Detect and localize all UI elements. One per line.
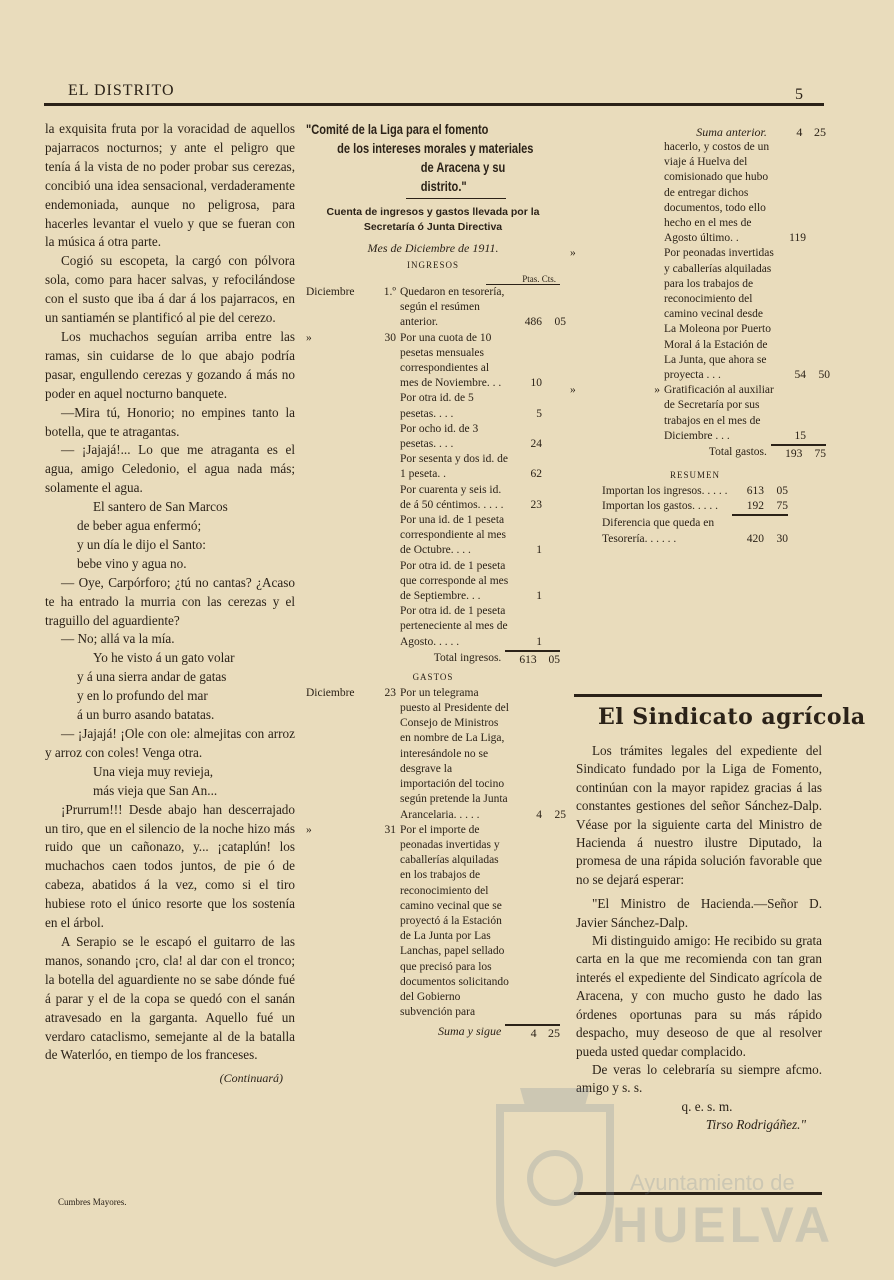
entry-month: Diciembre: [306, 686, 355, 699]
expense-heading: GASTOS: [412, 671, 454, 682]
watermark-line1: Ayuntamiento de: [630, 1170, 795, 1195]
expense-list: [306, 686, 566, 1020]
expense-total-row: [570, 444, 826, 462]
account-subtitle: Cuenta de ingresos y gastos llevada por la Secretaría ó Junta Directiva: [326, 206, 540, 233]
account-entry: [306, 823, 560, 1021]
entry-ptas: 62: [530, 468, 542, 481]
entry-desc: Por otra id. de 1 peseta perteneciente al mes de Agosto. . . . .: [400, 605, 508, 648]
prev-label: Suma anterior.: [696, 125, 767, 139]
letter-body: Mi distinguido amigo: He recibido su grata carta en la que me recomienda con tan gran interés el expediente del Sindicato agrícola de Aracena, y con mucho gusto he dado las órdenes oportunas para su más rápido despacho, muy deseoso de que al resolver pueda usted quedar complacido.: [576, 933, 822, 1059]
letter-signature: Tirso Rodrigáñez.": [705, 1117, 806, 1133]
entry-ptas: 10: [530, 377, 542, 390]
entry-ptas: 486: [524, 316, 542, 329]
story-paragraph: —Mira tú, Honorio; no empines tanto la botella, que te atragantas.: [45, 404, 295, 439]
account-title: [306, 120, 552, 196]
entry-ptas: 24: [530, 438, 542, 451]
account-entry: [306, 604, 560, 650]
header-rule: [44, 103, 824, 106]
entry-month: [306, 559, 374, 605]
carry-row: [306, 1024, 560, 1041]
account-entry: [306, 513, 560, 559]
expense-total-ptas: 193: [771, 444, 803, 462]
summary-desc: Importan los gastos. . . . .: [602, 500, 718, 513]
expense-total-cts: 75: [802, 444, 826, 462]
entry-day: [638, 140, 664, 246]
account-entry: [570, 246, 830, 383]
entry-desc: Por un telegrama puesto al Presidente del Consejo de Ministros en nombre de La Liga, interesándole no se desgrave la importación del tocino según pretende la Junta Arancelaria. . . . .: [400, 686, 509, 821]
entry-day: [638, 246, 664, 383]
account-month: Mes de Diciembre de 1911.: [367, 241, 499, 255]
verse-line: y á una sierra andar de gatas: [77, 669, 227, 685]
carry-ptas: 4: [505, 1024, 536, 1041]
summary-desc: Importan los ingresos. . . . .: [602, 485, 728, 498]
entry-day: [374, 513, 400, 559]
income-total-label: Total ingresos.: [433, 651, 502, 664]
section-rule: [574, 694, 822, 697]
entry-cts: 25: [554, 808, 566, 821]
income-total-ptas: 613: [505, 650, 536, 668]
entry-month: [306, 452, 374, 482]
entry-ptas: 5: [536, 407, 542, 420]
summary-ptas: 613: [746, 485, 764, 498]
story-paragraph: Los muchachos seguían arriba entre las ramas, sin cuidarse de lo que abajo podría pasar, engullendo cerezas y gozando á más no poder en aquel nocturno banquete.: [45, 328, 295, 401]
verse-line: y un día le dijo el Santo:: [77, 536, 206, 552]
account-entry: [306, 559, 560, 605]
entry-ptas: 1: [536, 590, 542, 603]
story-paragraph: Cogió su escopeta, la cargó con pólvora sola, como para hacer salvas, y refocilándose con el susto que iba á dar á los pajarracos, en un santiamén se plantificó al pie del cerezo.: [45, 253, 295, 326]
entry-month: »: [306, 331, 312, 344]
entry-ptas: 54: [794, 369, 806, 382]
entry-ptas: 1: [536, 544, 542, 557]
verse-line: más vieja que San An...: [93, 782, 218, 798]
account-title-line: de Aracena y su distrito.": [420, 160, 506, 194]
entry-day: [374, 391, 400, 421]
entry-month: [306, 604, 374, 650]
prev-cts: 25: [814, 125, 826, 139]
entry-month: [306, 483, 374, 513]
entry-month: »: [570, 247, 576, 260]
entry-day: 31: [384, 823, 396, 836]
story-paragraph: — No; allá va la mía.: [61, 631, 175, 647]
entry-day: 23: [384, 686, 396, 699]
account-column: [306, 120, 566, 1041]
summary-row: [570, 484, 826, 499]
summary-cts: 30: [776, 532, 788, 545]
continued-note: (Continuará): [219, 1071, 283, 1086]
prev-row: [570, 125, 826, 140]
income-list: [306, 285, 566, 650]
letter-qesm: q. e. s. m.: [681, 1098, 733, 1114]
expense-total-label: Total gastos.: [708, 446, 767, 459]
entry-desc: Por una cuota de 10 pesetas mensuales correspondientes al mes de Noviembre. . .: [400, 331, 502, 390]
verse-line: y en lo profundo del mar: [77, 688, 208, 704]
income-heading: INGRESOS: [406, 260, 459, 270]
entry-cts: 05: [554, 316, 566, 329]
entry-desc: hacerlo, y costos de un viaje á Huelva del comisionado que hubo de entregar dichos documentos, todo ello hecho en el mes de Agosto último. .: [664, 141, 770, 245]
entry-day: [374, 422, 400, 452]
story-paragraph: — ¡Jajajá! ¡Ole con ole: almejitas con arroz y arroz con coles! Venga otra.: [45, 726, 295, 760]
summary-indent: [570, 516, 602, 546]
prev-ptas: 4: [796, 125, 803, 139]
summary-indent: [570, 484, 602, 499]
story-paragraph: — Oye, Carpórforo; ¿tú no cantas? ¿Acaso te ha entrado la murria con las cerezas y el traguillo del aguardiente?: [45, 574, 295, 628]
verse-line: de beber agua enfermó;: [77, 518, 202, 534]
summary-desc: Diferencia que queda en Tesorería. . . . . .: [602, 517, 715, 545]
verse-line: bebe vino y agua no.: [77, 555, 187, 571]
story-paragraph: — ¡Jajajá!... Lo que me atraganta es el agua, amigo Celedonio, el agua nada más; solamente el agua.: [45, 442, 295, 496]
column-headers: Ptas. Cts.: [486, 274, 560, 285]
entry-ptas: 1: [536, 635, 542, 648]
summary-row: [570, 499, 826, 516]
story-paragraph: A Serapio se le escapó el guitarro de las manos, sonando ¡cro, cla! al dar con el tronco; la botella del aguardiente no se sabe dónde fué á parar y el de la copa se quedó con el sanán atravesado en la garganta. Aquello fué un verdaro cataclismo, semejante al de la batalla de Waterlóo, en tiempo de los franceses.: [45, 933, 295, 1063]
story-paragraph: la exquisita fruta por la voracidad de aquellos pajarracos nocturnos; y ante el peligro que tenía á la vista de no poder probar sus cerezas, concibió una idea sensacional, verdaderamente endemoniada, aunque no peligrosa, para hacerles levantar el vuelo y que se fueran con la música á otra parte.: [45, 121, 295, 250]
title-underline: [406, 198, 506, 199]
account-entry: [306, 452, 560, 482]
expense-continued-list: [570, 140, 830, 444]
account-entry: [306, 391, 560, 421]
entry-month: Diciembre: [306, 286, 355, 298]
summary-heading: RESUMEN: [670, 470, 721, 481]
sindicato-article: [576, 742, 822, 1135]
entry-ptas: 23: [530, 498, 542, 511]
account-entry: [306, 285, 566, 331]
entry-month: [306, 422, 374, 452]
entry-desc: Por una id. de 1 peseta correspondiente al mes de Octubre. . . .: [400, 514, 507, 557]
entry-day: [374, 604, 400, 650]
entry-desc: Por sesenta y dos id. de 1 peseta. .: [400, 453, 508, 481]
verse-line: Yo he visto á un gato volar: [93, 650, 235, 666]
watermark-line2: HUELVA: [612, 1197, 835, 1253]
summary-cts: 05: [776, 485, 788, 498]
entry-month: [306, 513, 374, 559]
story-footer-location: Cumbres Mayores.: [58, 1197, 127, 1207]
article-paragraph: Los trámites legales del expediente del Sindicato fundado por la Liga de Fomento, continúan con la mayor rapidez gracias á las constantes gestiones del señor Sánchez-Dalp. Véase por la siguiente carta del Ministro de Hacienda á nuestro ilustre Diputado, la promesa de una rápida solución favorable que no se dejará esperar:: [576, 743, 822, 887]
summary-ptas: 192: [732, 499, 764, 516]
entry-month: »: [570, 384, 576, 397]
summary-cts: 75: [764, 499, 788, 516]
account-entry: [570, 383, 826, 444]
summary-row: [570, 516, 826, 546]
entry-day: 30: [384, 331, 396, 344]
letter-closing: De veras lo celebraría su siempre afcmo. amigo y s. s.: [576, 1061, 822, 1096]
account-entry: [306, 483, 560, 513]
entry-desc: Por el importe de peonadas invertidas y caballerías alquiladas en los trabajos de reconocimiento del camino vecinal que se proyectó á la Estación de La Junta por Las Lanchas, papel sellado que precisó para los documentos solicitando del Gobierno subvención para: [400, 823, 509, 1019]
entry-desc: Por otra id. de 5 pesetas. . . .: [400, 392, 474, 420]
masthead-title: EL DISTRITO: [68, 82, 175, 99]
account-continued-column: [570, 125, 830, 547]
summary-indent: [570, 499, 602, 516]
story-paragraph: ¡Prurrum!!! Desde abajo han descerrajado un tiro, que en el silencio de la noche hizo más ruido que un cañonazo, y... ¡cataplún! los muchachos caen todos juntos, de pie ó de cabeza, abatidos á la vez, como si el tiro hubiese roto el único resorte que los sostenía en el árbol.: [45, 801, 295, 931]
entry-desc: Gratificación al auxiliar de Secretaría por sus trabajos en el mes de Diciembre . . .: [664, 384, 774, 442]
verse-line: Una vieja muy revieja,: [93, 763, 214, 779]
watermark: [490, 1078, 835, 1274]
entry-day: »: [654, 384, 660, 397]
entry-ptas: 15: [794, 429, 806, 442]
entry-desc: Por peonadas invertidas y caballerías alquiladas para los trabajos de reconocimiento del camino vecinal desde La Moleona por Puerto Moral á la Estación de La Junta, que ahora se proyecta . . .: [664, 247, 774, 382]
summary-ptas: 420: [746, 532, 764, 545]
entry-month: [306, 391, 374, 421]
account-entry: [570, 140, 826, 246]
entry-desc: Por otra id. de 1 peseta que corresponde al mes de Septiembre. . .: [400, 559, 509, 603]
entry-day: [374, 559, 400, 605]
entry-ptas: 119: [789, 232, 806, 245]
entry-cts: 50: [818, 369, 830, 382]
summary-list: [570, 484, 826, 547]
account-entry: [306, 686, 566, 823]
entry-day: [374, 483, 400, 513]
entry-day: 1.º: [383, 286, 396, 298]
shield-icon: [490, 1078, 620, 1268]
account-title-line: "Comité de la Liga para el fomento: [306, 122, 489, 137]
verse-line: á un burro asando batatas.: [77, 707, 215, 723]
account-entry: [306, 422, 560, 452]
page-number: 5: [795, 86, 803, 103]
letter-salutation: "El Ministro de Hacienda.—Señor D. Javier Sánchez-Dalp.: [576, 896, 822, 930]
income-total-row: [306, 650, 560, 668]
entry-day: [374, 452, 400, 482]
income-total-cts: 05: [537, 650, 560, 668]
verse-line: El santero de San Marcos: [93, 499, 228, 515]
account-entry: [306, 331, 560, 392]
carry-label: Suma y sigue: [437, 1024, 502, 1039]
story-column: [45, 120, 295, 1088]
entry-desc: Quedaron en tesorería, según el resúmen anterior.: [400, 286, 505, 329]
sindicato-title: El Sindicato agrícola: [598, 704, 866, 730]
entry-ptas: 4: [536, 808, 542, 821]
entry-desc: Por cuarenta y seis id. de á 50 céntimos. . . . .: [400, 483, 504, 511]
entry-month: [570, 140, 638, 246]
entry-month: »: [306, 823, 312, 836]
account-title-line: de los intereses morales y materiales: [337, 141, 534, 156]
carry-cts: 25: [537, 1024, 560, 1041]
entry-desc: Por ocho id. de 3 pesetas. . . .: [400, 422, 479, 451]
